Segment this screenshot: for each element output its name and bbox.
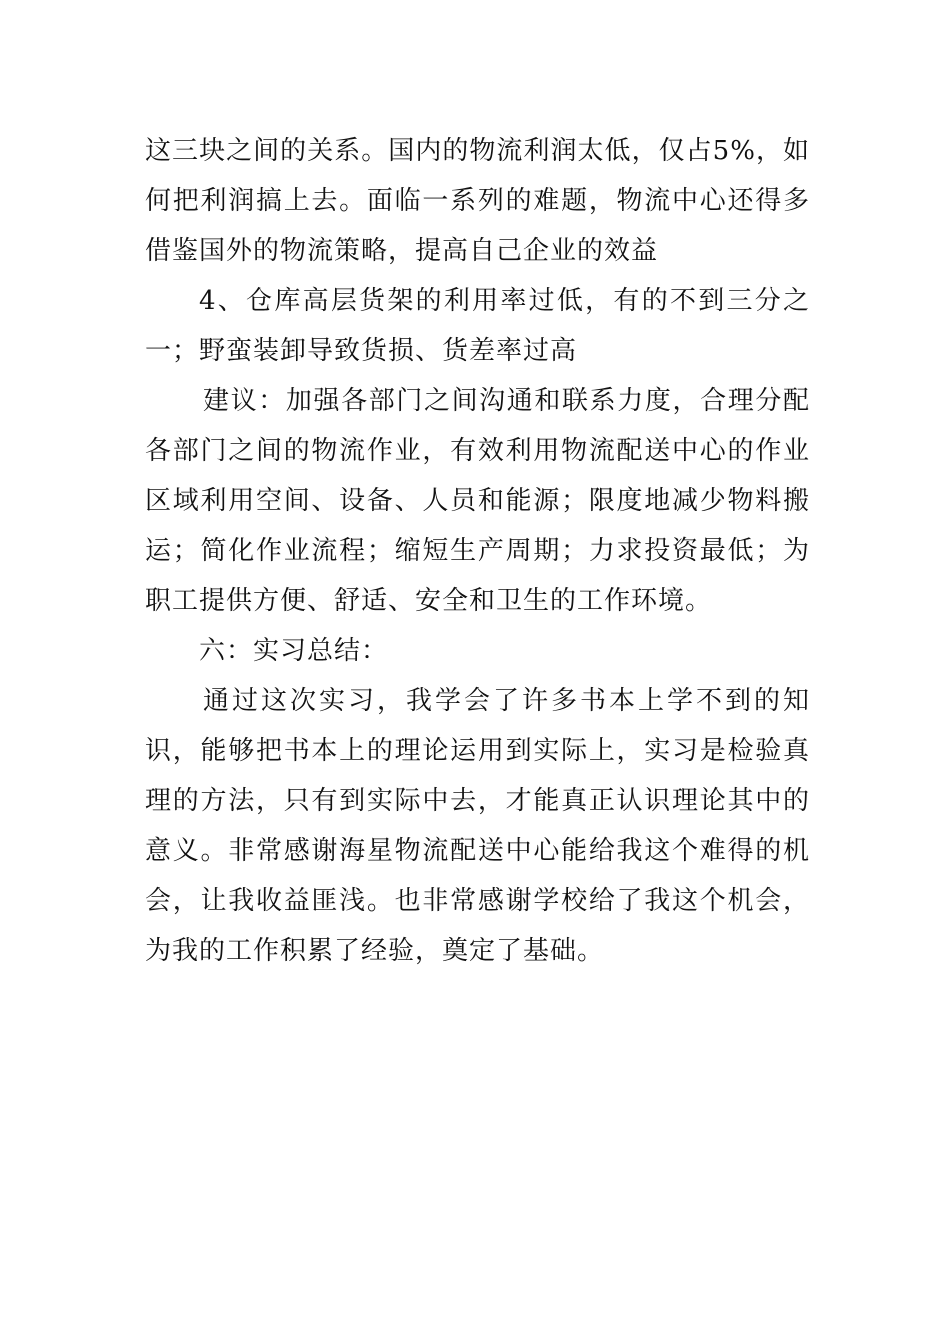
paragraph-profit-issue: 这三块之间的关系。国内的物流利润太低，仅占5%，如何把利润搞上去。面临一系列的难题，物流中心还得多借鉴国外的物流策略，提高自己企业的效益: [145, 136, 810, 266]
document-body: [145, 126, 810, 976]
paragraph-warehouse-issue: 4、仓库高层货架的利用率过低，有的不到三分之一；野蛮装卸导致货损、货差率过高: [145, 286, 810, 366]
paragraph-summary: 通过这次实习，我学会了许多书本上学不到的知识，能够把书本上的理论运用到实际上，实习是检验真理的方法，只有到实际中去，才能真正认识理论其中的意义。非常感谢海星物流配送中心能给我这个难得的机会，让我收益匪浅。也非常感谢学校给了我这个机会，为我的工作积累了经验，奠定了基础。: [145, 686, 810, 966]
paragraph-suggestion: 建议：加强各部门之间沟通和联系力度，合理分配各部门之间的物流作业，有效利用物流配送中心的作业区域利用空间、设备、人员和能源；限度地减少物料搬运；简化作业流程；缩短生产周期；力求投资最低；为职工提供方便、舒适、安全和卫生的工作环境。: [145, 386, 810, 616]
section-heading-summary: 六：实习总结：: [199, 636, 389, 666]
